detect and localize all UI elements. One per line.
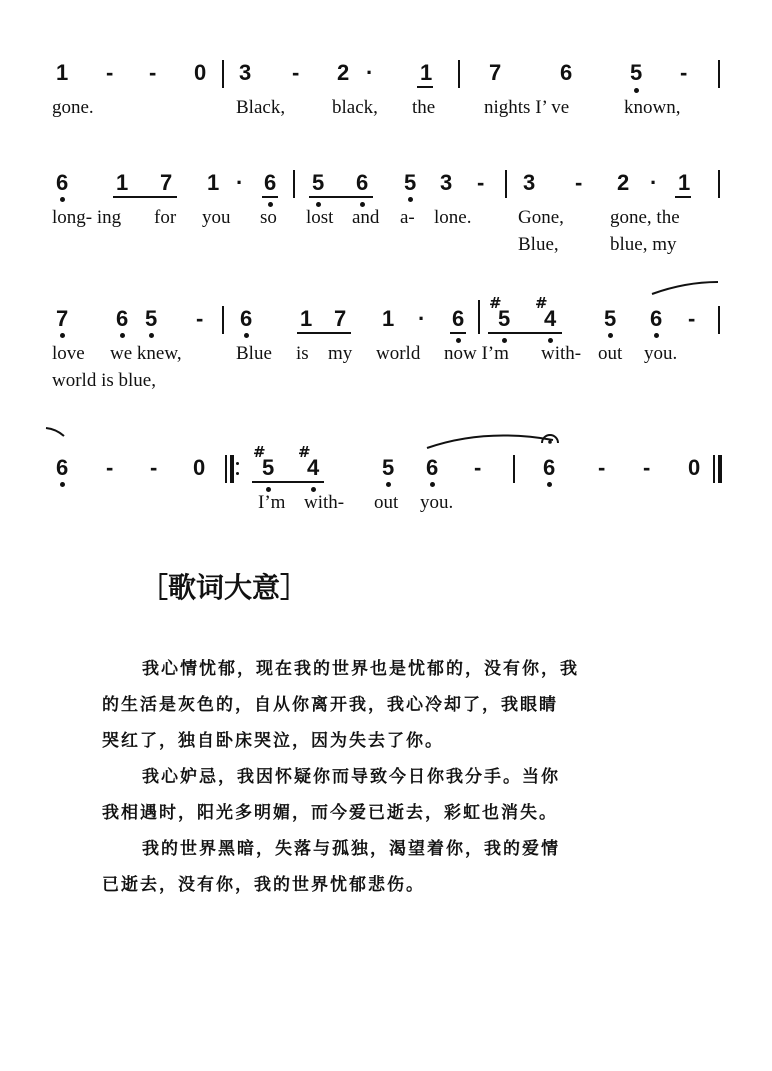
- note: 5: [630, 60, 643, 85]
- octave-dot: [430, 482, 435, 487]
- note: 0: [688, 455, 701, 480]
- note: 3: [440, 170, 453, 195]
- barline: [718, 60, 720, 88]
- sharp-icon: #: [489, 294, 502, 312]
- underline: [297, 332, 351, 334]
- note: 6: [56, 170, 69, 195]
- lyric: is: [296, 343, 309, 364]
- note: 5: [604, 306, 617, 331]
- note: 4: [307, 455, 320, 480]
- barline: [478, 300, 480, 334]
- lyric: world: [376, 343, 421, 364]
- note: ·: [650, 170, 658, 195]
- octave-dot: [120, 333, 125, 338]
- lyric: black,: [332, 97, 378, 118]
- lyric: out: [598, 343, 623, 364]
- lyric: lost: [306, 207, 334, 228]
- note: 1: [207, 170, 220, 195]
- note: 6: [426, 455, 439, 480]
- note: 1: [382, 306, 395, 331]
- lyric: nights I’ ve: [484, 97, 570, 118]
- lyric: Black,: [236, 97, 286, 118]
- lyric: blue, my: [610, 234, 677, 255]
- lyric: world is blue,: [52, 370, 156, 391]
- note: 3: [239, 60, 252, 85]
- note: 1: [116, 170, 129, 195]
- octave-dot: [408, 197, 413, 202]
- underline: [262, 196, 278, 198]
- note: 1: [300, 306, 313, 331]
- repeat-dot: [236, 472, 239, 475]
- lyric: long- ing: [52, 207, 122, 228]
- lyric: with-: [541, 343, 582, 364]
- note: 1: [678, 170, 691, 195]
- note: 7: [334, 306, 347, 331]
- lyric: gone.: [52, 97, 94, 118]
- barline: [718, 170, 720, 198]
- lyric: I’m: [258, 492, 286, 513]
- note: -: [149, 60, 157, 85]
- note: -: [643, 455, 651, 480]
- note: 5: [262, 455, 275, 480]
- octave-dot: [149, 333, 154, 338]
- note: 6: [356, 170, 369, 195]
- sharp-icon: #: [298, 443, 311, 461]
- barline-thick: [230, 455, 234, 483]
- text-line: 我心情忧郁，现在我的世界也是忧郁的，没有你，我: [142, 659, 579, 679]
- note: -: [575, 170, 583, 195]
- barline: [222, 60, 224, 88]
- octave-dot: [634, 88, 639, 93]
- underline: [450, 332, 466, 334]
- lyric: we knew,: [110, 343, 182, 364]
- text-line: 哭红了，独自卧床哭泣，因为失去了你。: [102, 731, 444, 751]
- barline: [225, 455, 227, 483]
- note: 6: [56, 455, 69, 480]
- lyric: gone, the: [610, 207, 680, 228]
- sharp-icon: #: [253, 443, 266, 461]
- lyric: for: [154, 207, 177, 228]
- note: 6: [650, 306, 663, 331]
- note: 1: [56, 60, 69, 85]
- note: -: [477, 170, 485, 195]
- note: ·: [366, 60, 374, 85]
- note: 6: [452, 306, 465, 331]
- lyric: so: [260, 207, 277, 228]
- note: 5: [145, 306, 158, 331]
- octave-dot: [386, 482, 391, 487]
- octave-dot: [60, 197, 65, 202]
- underline: [309, 196, 373, 198]
- note: 7: [56, 306, 69, 331]
- sharp-icon: #: [535, 294, 548, 312]
- lyric: known,: [624, 97, 681, 118]
- lyric: love: [52, 343, 85, 364]
- note: 6: [240, 306, 253, 331]
- note: 4: [544, 306, 557, 331]
- octave-dot: [60, 482, 65, 487]
- underline: [417, 86, 433, 88]
- octave-dot: [608, 333, 613, 338]
- note: 2: [617, 170, 630, 195]
- note: -: [680, 60, 688, 85]
- lyric: you.: [644, 343, 678, 364]
- slur: [650, 280, 720, 296]
- note: 1: [420, 60, 433, 85]
- lyric: lone.: [434, 207, 472, 228]
- note: -: [688, 306, 696, 331]
- text-line: 的生活是灰色的，自从你离开我，我心冷却了，我眼睛: [102, 695, 558, 715]
- underline: [113, 196, 177, 198]
- note: 0: [193, 455, 206, 480]
- barline: [505, 170, 507, 198]
- note: 5: [404, 170, 417, 195]
- lyric: and: [352, 207, 380, 228]
- note: 2: [337, 60, 350, 85]
- barline: [458, 60, 460, 88]
- note: -: [598, 455, 606, 480]
- final-barline: [718, 455, 722, 483]
- lyric: the: [412, 97, 436, 118]
- note: 5: [312, 170, 325, 195]
- note: 5: [498, 306, 511, 331]
- note: 6: [116, 306, 129, 331]
- note: -: [150, 455, 158, 480]
- text-line: 我的世界黑暗，失落与孤独，渴望着你，我的爱情: [142, 839, 560, 859]
- text-line: 我相遇时，阳光多明媚，而今爱已逝去，彩虹也消失。: [102, 803, 558, 823]
- barline: [222, 306, 224, 334]
- barline: [718, 306, 720, 334]
- underline: [252, 481, 324, 483]
- note: 6: [560, 60, 573, 85]
- fermata-icon: [540, 433, 560, 445]
- note: -: [474, 455, 482, 480]
- note: ·: [236, 170, 244, 195]
- octave-dot: [60, 333, 65, 338]
- tie-end: [44, 426, 66, 440]
- underline: [675, 196, 691, 198]
- note: -: [196, 306, 204, 331]
- lyric: now I’m: [444, 343, 509, 364]
- lyric: Gone,: [518, 207, 564, 228]
- lyric: you: [202, 207, 231, 228]
- note: ·: [418, 306, 426, 331]
- octave-dot: [547, 482, 552, 487]
- lyric: with-: [304, 492, 345, 513]
- note: 6: [264, 170, 277, 195]
- text-line: 我心妒忌，我因怀疑你而导致今日你我分手。当你: [142, 767, 560, 787]
- lyric: my: [328, 343, 353, 364]
- note: 7: [489, 60, 502, 85]
- note: 0: [194, 60, 207, 85]
- lyric: you.: [420, 492, 454, 513]
- note: 7: [160, 170, 173, 195]
- lyric: Blue: [236, 343, 272, 364]
- text-line: 已逝去，没有你，我的世界忧郁悲伤。: [102, 875, 425, 895]
- note: -: [292, 60, 300, 85]
- section-heading: ［歌词大意］: [140, 571, 309, 604]
- note: -: [106, 455, 114, 480]
- lyric: Blue,: [518, 234, 559, 255]
- underline: [488, 332, 562, 334]
- note: 3: [523, 170, 536, 195]
- barline: [293, 170, 295, 198]
- lyric: out: [374, 492, 399, 513]
- octave-dot: [244, 333, 249, 338]
- barline: [713, 455, 715, 483]
- note: -: [106, 60, 114, 85]
- barline: [513, 455, 515, 483]
- note: 6: [543, 455, 556, 480]
- repeat-dot: [236, 462, 239, 465]
- octave-dot: [654, 333, 659, 338]
- lyric: a-: [400, 207, 415, 228]
- note: 5: [382, 455, 395, 480]
